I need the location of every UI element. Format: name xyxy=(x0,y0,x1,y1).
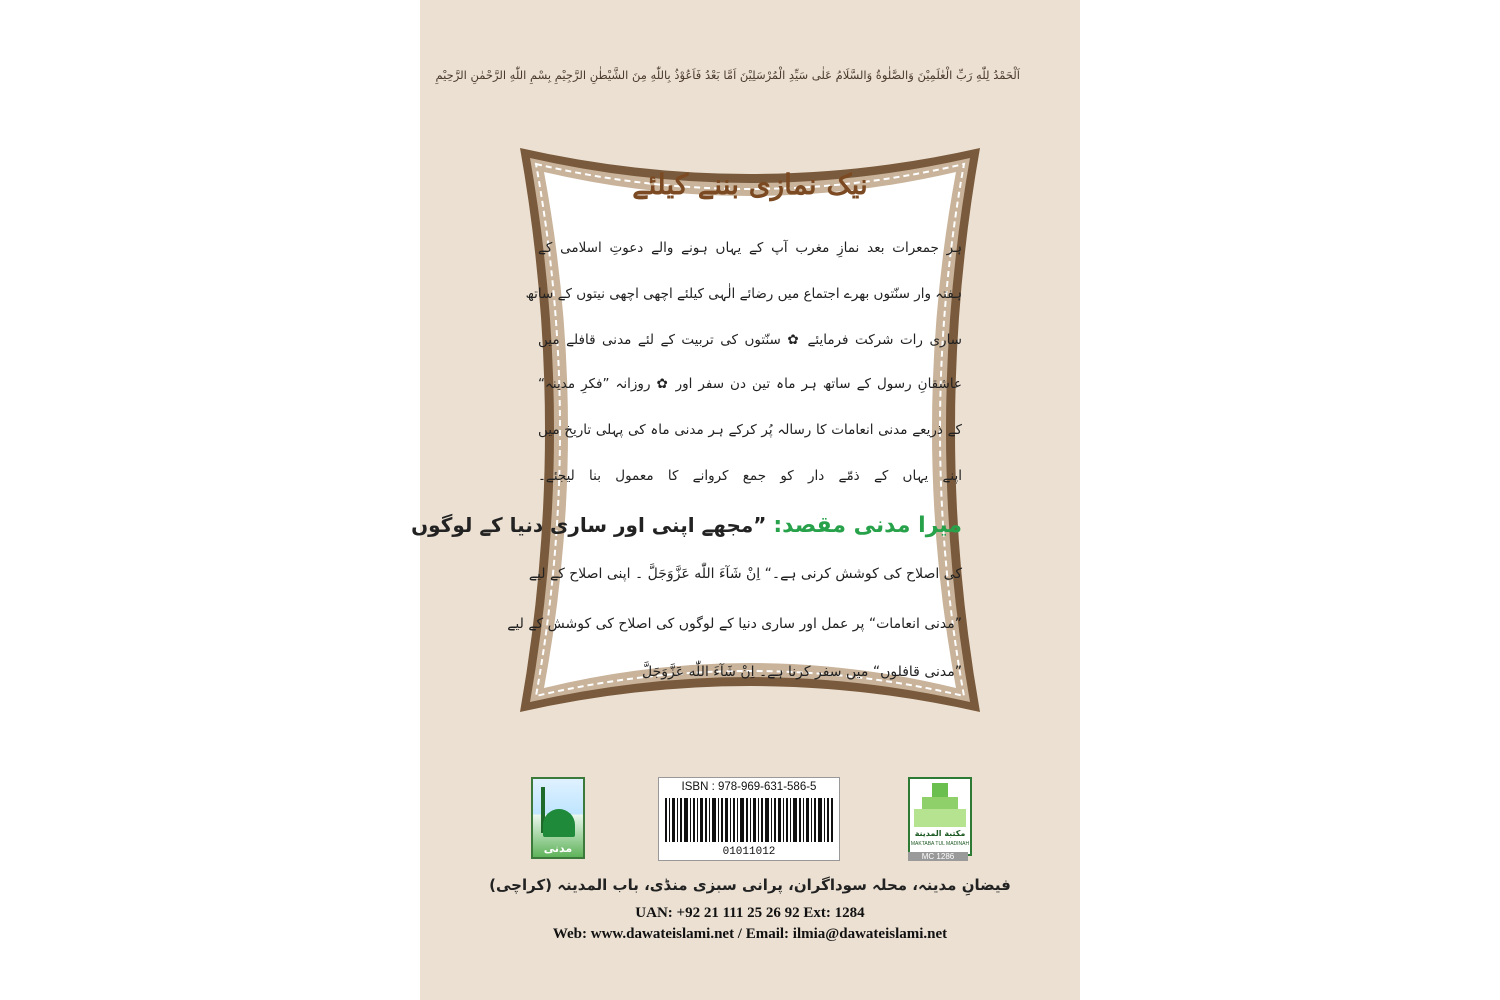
web-email: Web: www.dawateislami.net / Email: ilmia@dawateislami.net xyxy=(552,926,948,942)
panel-line-1: ہر جمعرات بعد نمازِ مغرب آپ کے یہاں ہونے والے دعوتِ اسلامی کے xyxy=(538,240,962,256)
top-dua-line: اَلْحَمْدُ لِلّٰهِ رَبِّ الْعٰلَمِیْنَ وَالصَّلٰوةُ وَالسَّلَامُ عَلٰی سَیِّدِ الْمُرْسَلِیْنَ اَمَّا بَعْدُ فَاَعُوْذُ بِاللّٰهِ مِنَ الشَّیْطٰنِ الرَّجِیْمِ بِسْمِ اللّٰهِ الرَّحْمٰنِ الرَّحِیْمِ xyxy=(435,68,1020,82)
motto-line xyxy=(411,513,962,538)
maktaba-tul-madinah-logo xyxy=(908,777,972,856)
motto-label: میرا مدنی مقصد: xyxy=(773,513,962,538)
isbn-barcode xyxy=(658,777,840,861)
scroll-panel xyxy=(411,168,962,708)
isbn-number: ISBN : 978-969-631-586-5 xyxy=(681,781,817,793)
book-back-cover xyxy=(411,0,1080,1000)
panel-tail-line-1: کی اصلاح کی کوشش کرنی ہے۔“ اِنْ شَآءَ اللّٰه عَزَّوَجَلَّ ۔ اپنی اصلاح کے لیے xyxy=(528,566,962,582)
panel-line-2: ہفتہ وار سنّتوں بھرے اجتماع میں رضائے الٰہی کیلئے اچھی اچھی نیتوں کے ساتھ xyxy=(525,286,962,302)
barcode-icon xyxy=(665,798,833,842)
panel-tail-line-2: ”مدنی انعامات“ پر عمل اور ساری دنیا کے لوگوں کی اصلاح کی کوشش کے لیے xyxy=(507,616,962,632)
address-urdu: فیضانِ مدینہ، محلہ سوداگران، پرانی سبزی منڈی، باب المدینہ (کراچی) xyxy=(489,876,1011,894)
right-logo-caption: مكتبة المدينة xyxy=(914,829,966,838)
panel-line-3: ساری رات شرکت فرمایئے ✿ سنّتوں کی تربیت کے لئے مدنی قافلے میں xyxy=(538,332,962,348)
building-icon xyxy=(910,779,970,831)
panel-line-5: کے ذریعے مدنی انعامات کا رسالہ پُر کرکے ہر مدنی ماہ کی پہلی تاریخ میں xyxy=(538,422,962,438)
madani-channel-logo: مدنی xyxy=(531,777,585,859)
right-logo-sub: MAKTABA TUL MADINAH xyxy=(910,841,970,847)
panel-line-4: عاشقانِ رسول کے ساتھ ہر ماہ تین دن سفر اور ✿ روزانہ ”فکرِ مدینہ“ xyxy=(538,376,962,392)
panel-line-6: اپنے یہاں کے ذمّے دار کو جمع کروانے کا معمول بنا لیجئے۔ xyxy=(538,468,962,484)
motto-text: ”مجھے اپنی اور ساری دنیا کے لوگوں xyxy=(411,513,767,537)
panel-title: نیک نمازی بننے کیلئے xyxy=(632,168,868,201)
mc-code: MC 1286 xyxy=(908,852,968,861)
green-dome-icon xyxy=(543,809,575,837)
uan-phone: UAN: +92 21 111 25 26 92 Ext: 1284 xyxy=(635,905,865,921)
panel-tail-line-3: ”مدنی قافلوں“ میں سفر کرنا ہے۔ اِنْ شَآءَ اللّٰه عَزَّوَجَلَّ xyxy=(642,664,962,680)
barcode-number: 01011012 xyxy=(722,846,776,858)
